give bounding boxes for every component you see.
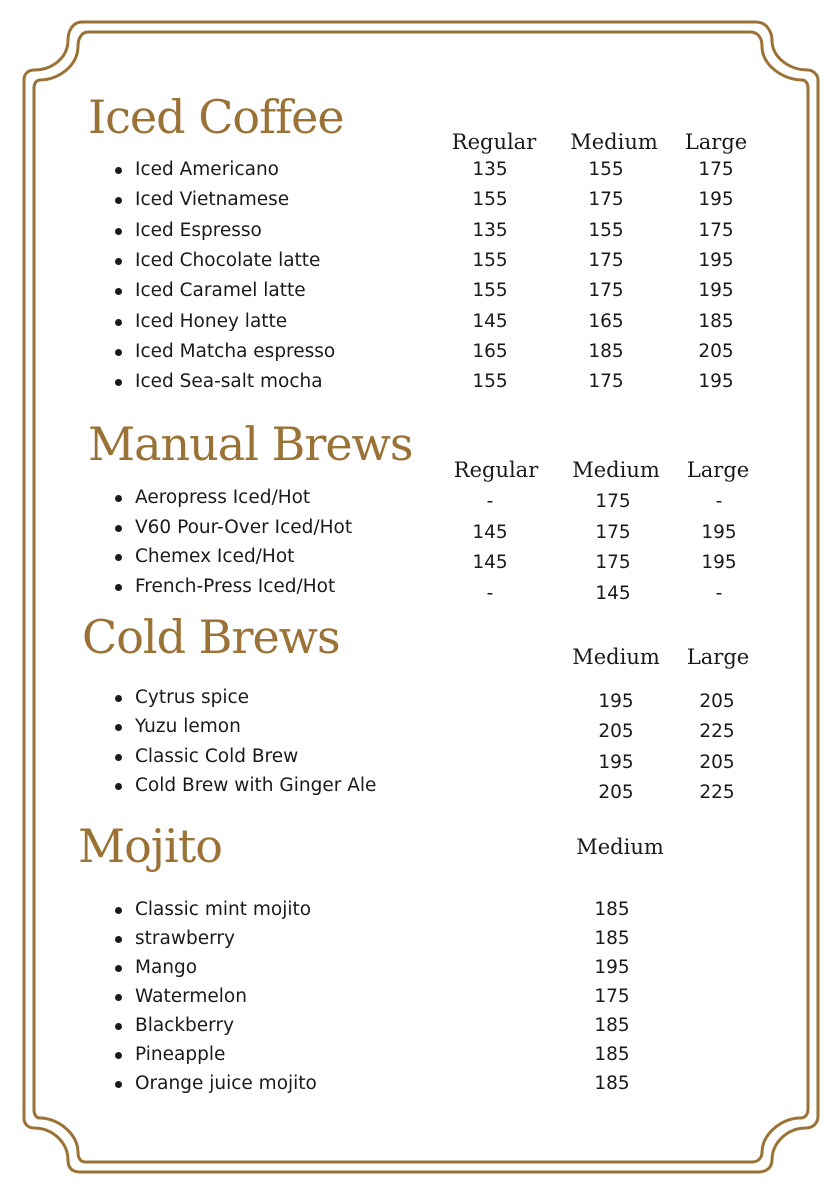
- item-name: Aeropress Iced/Hot: [135, 487, 311, 508]
- item-name: Yuzu lemon: [135, 716, 241, 738]
- item-name: Iced Honey latte: [135, 310, 288, 332]
- item-price-large: 225: [699, 721, 735, 743]
- column-header-medium: Medium: [576, 835, 664, 859]
- menu-item: [0, 340, 838, 364]
- column-header-regular: Regular: [451, 130, 537, 154]
- item-price-large: 195: [698, 371, 734, 393]
- item-price-medium: 175: [595, 521, 631, 543]
- menu-item: [0, 158, 838, 182]
- bullet-icon: [115, 754, 122, 761]
- item-name: V60 Pour-Over Iced/Hot: [135, 516, 353, 538]
- item-name: Blackberry: [135, 1015, 235, 1036]
- item-name: Iced Vietnamese: [135, 189, 290, 211]
- item-price-large: 205: [699, 751, 735, 773]
- section-title-manual-brews: Manual Brews: [88, 417, 413, 471]
- item-price-medium: 175: [594, 986, 630, 1007]
- column-header-medium: Medium: [572, 645, 660, 669]
- item-name: Iced Matcha espresso: [135, 340, 336, 362]
- bullet-icon: [115, 965, 122, 972]
- menu-item: [0, 370, 838, 394]
- item-price-regular: 145: [472, 552, 508, 573]
- section-title-mojito: Mojito: [78, 819, 222, 873]
- item-price-medium: 175: [595, 552, 631, 573]
- column-header-medium: Medium: [572, 458, 660, 482]
- bullet-icon: [115, 288, 122, 295]
- item-price-large: 195: [701, 552, 737, 573]
- menu-item: [0, 1043, 838, 1067]
- item-price-large: 175: [698, 159, 734, 180]
- menu-item: [0, 927, 838, 951]
- menu-item: [0, 219, 838, 243]
- menu-item: [0, 745, 838, 773]
- item-price-medium: 165: [588, 310, 624, 332]
- item-name: French-Press Iced/Hot: [135, 575, 336, 597]
- column-header-medium: Medium: [570, 130, 658, 154]
- item-price-large: 195: [698, 249, 734, 271]
- item-price-regular: 155: [472, 189, 508, 211]
- item-price-regular: 145: [472, 310, 508, 332]
- item-price-regular: 155: [472, 371, 508, 393]
- item-name: Iced Espresso: [135, 219, 262, 241]
- menu-item: [0, 279, 838, 303]
- item-price-medium: 205: [598, 782, 634, 804]
- item-price-regular: 155: [472, 280, 508, 302]
- menu-item: [0, 774, 838, 804]
- menu-item: [0, 516, 838, 543]
- column-header-large: Large: [686, 458, 750, 482]
- item-price-medium: 175: [588, 189, 624, 211]
- item-name: Chemex Iced/Hot: [135, 546, 295, 567]
- menu-item: [0, 545, 838, 573]
- bullet-icon: [115, 724, 122, 731]
- bullet-icon: [115, 319, 122, 326]
- item-price-medium: 185: [594, 928, 630, 949]
- bullet-icon: [115, 167, 122, 174]
- menu-item: [0, 188, 838, 212]
- item-price-large: 185: [698, 310, 734, 332]
- menu-item: [0, 249, 838, 273]
- item-price-large: 195: [698, 189, 734, 211]
- bullet-icon: [115, 994, 122, 1001]
- item-name: Iced Americano: [135, 159, 279, 180]
- item-price-regular: 155: [472, 249, 508, 271]
- bullet-icon: [115, 197, 122, 204]
- bullet-icon: [115, 695, 122, 702]
- item-price-large: 175: [698, 219, 734, 241]
- column-header-large: Large: [684, 130, 748, 154]
- bullet-icon: [115, 1081, 122, 1088]
- item-price-medium: 175: [588, 249, 624, 271]
- item-price-large: 225: [699, 782, 735, 804]
- item-price-large: 205: [699, 691, 735, 712]
- item-price-medium: 175: [588, 371, 624, 393]
- bullet-icon: [115, 495, 122, 502]
- bullet-icon: [115, 936, 122, 943]
- item-price-regular: 135: [472, 219, 508, 241]
- bullet-icon: [115, 783, 122, 790]
- item-name: Iced Caramel latte: [135, 280, 306, 302]
- section-title-cold-brews: Cold Brews: [82, 610, 340, 664]
- item-price-regular: -: [486, 491, 494, 512]
- item-price-medium: 185: [588, 340, 624, 362]
- item-price-medium: 195: [594, 957, 630, 978]
- bullet-icon: [115, 379, 122, 386]
- item-price-large: -: [715, 491, 723, 512]
- item-name: Classic Cold Brew: [135, 745, 299, 767]
- column-header-regular: Regular: [453, 458, 539, 482]
- item-name: Mango: [135, 957, 198, 978]
- item-name: Watermelon: [135, 986, 247, 1007]
- item-name: Classic mint mojito: [135, 899, 312, 920]
- item-price-large: 205: [698, 340, 734, 362]
- menu-item: [0, 575, 838, 604]
- item-price-large: 195: [701, 521, 737, 543]
- item-price-regular: 165: [472, 340, 508, 362]
- menu-item: [0, 310, 838, 334]
- item-name: Orange juice mojito: [135, 1073, 317, 1094]
- item-price-regular: 135: [472, 159, 508, 180]
- menu-item: [0, 686, 838, 710]
- menu-item: [0, 1072, 838, 1096]
- item-price-regular: -: [486, 582, 494, 604]
- item-price-medium: 145: [595, 582, 631, 604]
- bullet-icon: [115, 1052, 122, 1059]
- bullet-icon: [115, 907, 122, 914]
- item-price-medium: 185: [594, 1015, 630, 1036]
- menu-item: [0, 715, 838, 743]
- menu-item: [0, 1014, 838, 1038]
- bullet-icon: [115, 554, 122, 561]
- item-price-medium: 155: [588, 159, 624, 180]
- column-header-large: Large: [686, 645, 750, 669]
- item-price-medium: 175: [595, 491, 631, 512]
- item-name: strawberry: [135, 928, 235, 949]
- bullet-icon: [115, 349, 122, 356]
- bullet-icon: [115, 584, 122, 591]
- item-price-medium: 175: [588, 280, 624, 302]
- item-price-medium: 185: [594, 899, 630, 920]
- bullet-icon: [115, 258, 122, 265]
- item-price-medium: 205: [598, 721, 634, 743]
- menu-item: [0, 898, 838, 922]
- menu-item: [0, 486, 838, 510]
- item-name: Pineapple: [135, 1044, 226, 1065]
- bullet-icon: [115, 1023, 122, 1030]
- item-name: Cold Brew with Ginger Ale: [135, 774, 377, 796]
- bullet-icon: [115, 228, 122, 235]
- item-price-large: -: [715, 582, 723, 604]
- menu-item: [0, 985, 838, 1009]
- bullet-icon: [115, 525, 122, 532]
- item-price-medium: 195: [598, 691, 634, 712]
- item-price-medium: 155: [588, 219, 624, 241]
- section-title-iced-coffee: Iced Coffee: [88, 90, 344, 144]
- item-price-medium: 195: [598, 751, 634, 773]
- item-name: Iced Sea-salt mocha: [135, 371, 323, 393]
- item-price-regular: 145: [472, 521, 508, 543]
- item-name: Iced Chocolate latte: [135, 249, 321, 271]
- item-price-medium: 185: [594, 1073, 630, 1094]
- item-price-medium: 185: [594, 1044, 630, 1065]
- menu-item: [0, 956, 838, 980]
- item-name: Cytrus spice: [135, 687, 250, 708]
- item-price-large: 195: [698, 280, 734, 302]
